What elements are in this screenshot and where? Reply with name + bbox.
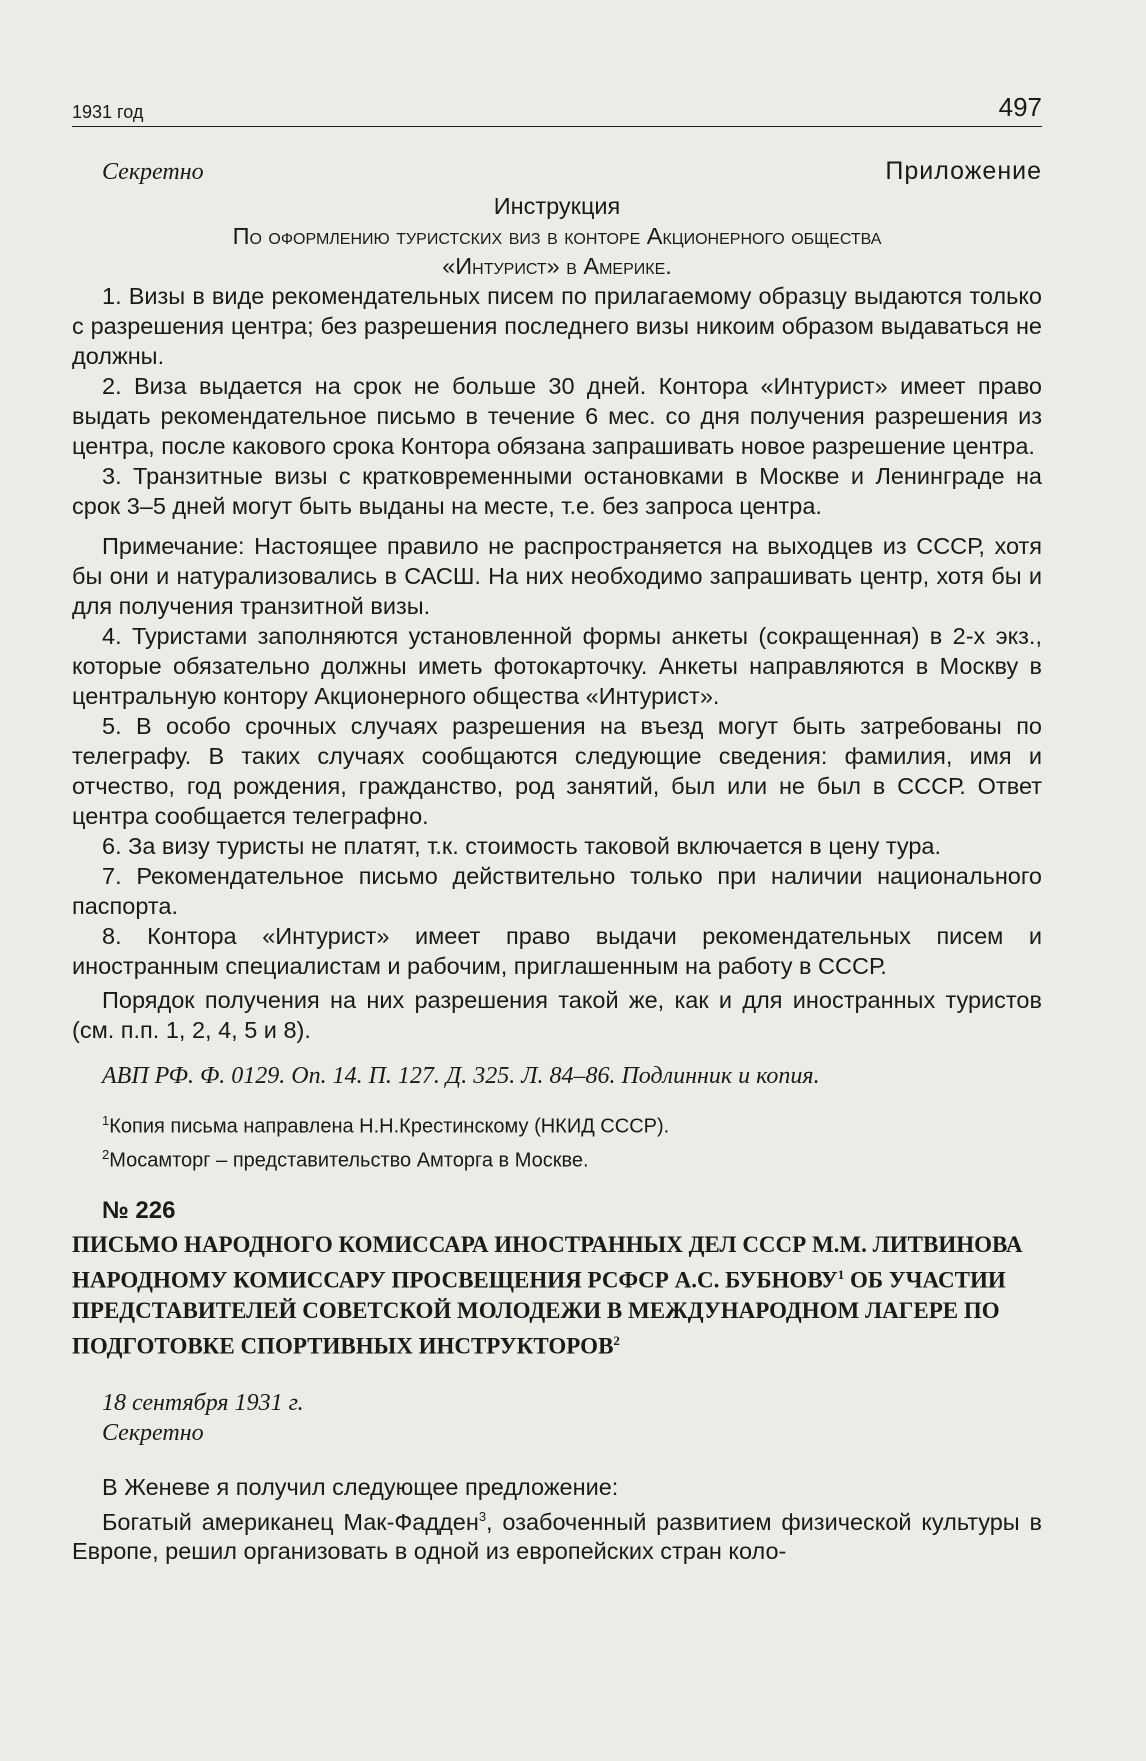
footnote-2 <box>102 1141 1042 1175</box>
footnote-mark: 1 <box>102 1113 110 1128</box>
spacer <box>72 1448 1042 1472</box>
footnote-text: Копия письма направлена Н.Н.Крестинскому (НКИД СССР). <box>109 1115 670 1138</box>
letter-paragraph-2 <box>72 1502 1042 1567</box>
footnote-1 <box>102 1107 1042 1141</box>
instruction-item-2: 2. Виза выдается на срок не больше 30 дней. Контора «Интурист» имеет право выдать рекомендательное письмо в течение 6 мес. со дня получения разрешения из центра, после какового срока Контора обязана запрашивать новое разрешение центра. <box>72 373 1042 459</box>
instruction-title: Инструкция <box>493 193 621 219</box>
footnote-text: Мосамторг – представительство Амторга в Москве. <box>109 1149 589 1172</box>
instruction-item-1: 1. Визы в виде рекомендательных писем по прилагаемому образцу выдаются только с разрешения центра; без разрешения последнего визы никоим образом выдаваться не должны. <box>72 283 1042 369</box>
letter-paragraph-2-end: , озабоченный развитием физической культуры в Европе, решил организовать в одной из европейских стран коло- <box>72 1508 1043 1565</box>
instruction-item-3: 3. Транзитные визы с кратковременными остановками в Москве и Ленинграде на срок 3–5 дней могут быть выданы на месте, т.е. без запроса центра. <box>72 463 1042 519</box>
page-content <box>72 135 1042 1566</box>
document-title-part1: ПИСЬМО НАРОДНОГО КОМИССАРА ИНОСТРАННЫХ ДЕЛ СССР М.М. ЛИТВИНОВА НАРОДНОМУ КОМИССАРУ ПРОСВЕЩЕНИЯ РСФСР А.С. БУБНОВУ <box>72 1232 1023 1293</box>
header-row <box>72 135 1042 187</box>
page-number: 497 <box>998 92 1042 122</box>
instruction-item-4: 4. Туристами заполняются установленной формы анкеты (сокращенная) в 2-х экз., которые обязательно должны иметь фотокарточку. Анкеты направляются в Москву в центральную контору Акционерного общества «Интурист». <box>72 623 1042 709</box>
letter-paragraph-2-mark: 3 <box>478 1508 487 1524</box>
letter-paragraph-1: В Женеве я получил следующее предложение: <box>102 1473 619 1500</box>
running-head <box>72 92 1042 127</box>
instruction-item-7: 7. Рекомендательное письмо действительно только при наличии национального паспорта. <box>72 863 1042 919</box>
document-title-part2: ОБ УЧАСТИИ ПРЕДСТАВИТЕЛЕЙ СОВЕТСКОЙ МОЛОДЕЖИ В МЕЖДУНАРОДНОМ ЛАГЕРЕ ПО ПОДГОТОВКЕ СПОРТИВНЫХ ИНСТРУКТОРОВ <box>72 1267 1006 1359</box>
instruction-item-8: 8. Контора «Интурист» имеет право выдачи рекомендательных писем и иностранным специалистам и рабочим, приглашенным на работу в СССР. <box>72 923 1042 979</box>
footnotes <box>72 1107 1042 1174</box>
instruction-item-6: 6. За визу туристы не платят, т.к. стоимость таковой включается в цену тура. <box>102 833 942 859</box>
archive-source: АВП РФ. Ф. 0129. Оп. 14. П. 127. Д. 325. Л. 84–86. Подлинник и копия. <box>102 1063 820 1089</box>
footnote-mark: 2 <box>102 1146 110 1162</box>
document-title-mark1: 1 <box>837 1267 845 1283</box>
document-date: 18 сентября 1931 г. <box>102 1389 304 1416</box>
secret-label: Секретно <box>102 159 204 185</box>
instruction-subtitle-line2: «Интурист» в Америке. <box>442 253 672 279</box>
document-title <box>72 1230 1042 1361</box>
document-title-mark2: 2 <box>613 1332 620 1348</box>
instruction-item-5: 5. В особо срочных случаях разрешения на въезд могут быть затребованы по телеграфу. В таких случаях сообщаются следующие сведения: фамилия, имя и отчество, год рождения, гражданство, род занятий, был или не был в СССР. Ответ центра сообщается телеграфно. <box>72 713 1042 829</box>
document-number: № 226 <box>102 1197 176 1225</box>
instruction-closing: Порядок получения на них разрешения такой же, как и для иностранных туристов (см. п.п. 1, 2, 4, 5 и 8). <box>72 987 1042 1043</box>
document-secret-label: Секретно <box>102 1419 204 1446</box>
letter-paragraph-2-start: Богатый американец Мак-Фадден <box>102 1508 479 1535</box>
running-head-year: 1931 год <box>72 102 144 122</box>
appendix-label: Приложение <box>885 157 1042 185</box>
instruction-note: Примечание: Настоящее правило не распространяется на выходцев из СССР, хотя бы они и натурализовались в САСШ. На них необходимо запрашивать центр, хотя бы и для получения транзитной визы. <box>72 533 1042 619</box>
instruction-subtitle-line1: По оформлению туристских виз в конторе Акционерного общества <box>232 223 882 249</box>
